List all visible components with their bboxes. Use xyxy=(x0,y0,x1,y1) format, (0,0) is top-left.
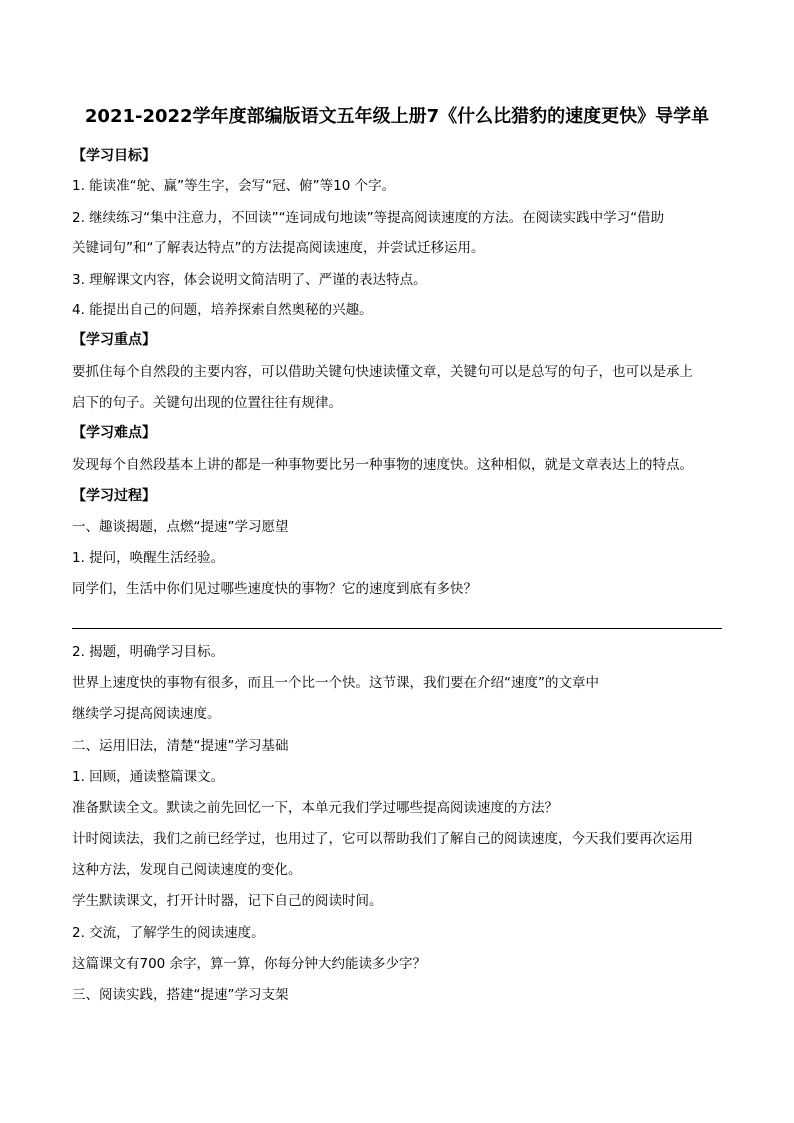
process-text-5: 这种方法，发现自己阅读速度的变化。 xyxy=(72,862,302,878)
process-text-3: 准备默读全文。默读之前先回忆一下，本单元我们学过哪些提高阅读速度的方法？ xyxy=(72,800,558,816)
process-step-1: 1. 提问，唤醒生活经验。 xyxy=(72,550,225,566)
goal-item-2-continued: 关键词句”和“了解表达特点”的方法提高阅读速度，并尝试迁移运用。 xyxy=(72,240,485,256)
focus-text-1: 要抓住每个自然段的主要内容，可以借助关键句快速读懂文章，关键句可以是总写的句子，也可以是承上 xyxy=(72,364,693,380)
answer-line[interactable] xyxy=(72,628,722,629)
process-text-6: 学生默读课文，打开计时器，记下自己的阅读时间。 xyxy=(72,893,383,909)
process-part-1-title: 一、趣谈揭题，点燃“提速”学习愿望 xyxy=(72,519,289,535)
process-part-3-title: 三、阅读实践，搭建“提速”学习支架 xyxy=(72,987,289,1003)
process-heading: 【学习过程】 xyxy=(72,488,156,504)
process-step-3: 1. 回顾，通读整篇课文。 xyxy=(72,769,225,785)
process-part-2-title: 二、运用旧法，清楚“提速”学习基础 xyxy=(72,738,289,754)
process-question: 同学们，生活中你们见过哪些速度快的事物？它的速度到底有多快？ xyxy=(72,581,477,597)
document-title: 2021-2022学年度部编版语文五年级上册7《什么比猎豹的速度更快》导学单 xyxy=(84,106,710,127)
goal-item-2: 2. 继续练习“集中注意力，不回读”“连词成句地读”等提高阅读速度的方法。在阅读实践中学习“借助 xyxy=(72,210,665,226)
goal-item-4: 4. 能提出自己的问题，培养探索自然奥秘的兴趣。 xyxy=(72,302,373,318)
difficulty-heading: 【学习难点】 xyxy=(72,425,156,441)
process-step-4: 2. 交流，了解学生的阅读速度。 xyxy=(72,925,265,941)
goals-heading: 【学习目标】 xyxy=(72,148,156,164)
difficulty-text: 发现每个自然段基本上讲的都是一种事物要比另一种事物的速度快。这种相似，就是文章表达上的特点。 xyxy=(72,457,693,473)
process-text-7: 这篇课文有700 余字，算一算，你每分钟大约能读多少字？ xyxy=(72,956,427,972)
focus-text-2: 启下的句子。关键句出现的位置往往有规律。 xyxy=(72,395,342,411)
goal-item-3: 3. 理解课文内容，体会说明文简洁明了、严谨的表达特点。 xyxy=(72,272,427,288)
goal-item-1: 1. 能读准“鸵、赢”等生字，会写“冠、俯”等10 个字。 xyxy=(72,178,396,194)
process-text-4: 计时阅读法，我们之前已经学过，也用过了，它可以帮助我们了解自己的阅读速度，今天我们要再次运用 xyxy=(72,831,693,847)
focus-heading: 【学习重点】 xyxy=(72,332,156,348)
process-step-2: 2. 揭题，明确学习目标。 xyxy=(72,644,225,660)
process-text-2: 继续学习提高阅读速度。 xyxy=(72,706,221,722)
process-text-1: 世界上速度快的事物有很多，而且一个比一个快。这节课，我们要在介绍“速度”的文章中 xyxy=(72,675,599,691)
